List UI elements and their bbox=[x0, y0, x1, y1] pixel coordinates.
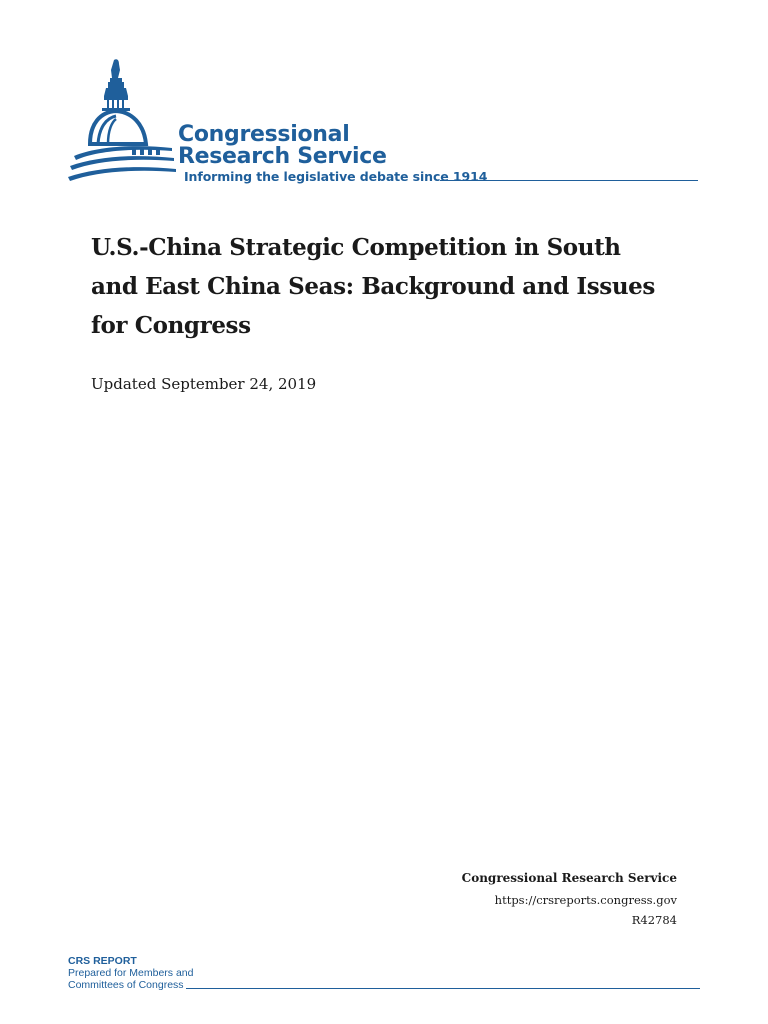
footer-line1: Prepared for Members and bbox=[68, 967, 194, 979]
logo-tagline: Informing the legislative debate since 1914 bbox=[184, 169, 488, 184]
website-link[interactable]: https://crsreports.congress.gov bbox=[494, 893, 677, 907]
crs-logo bbox=[68, 56, 708, 196]
footer-divider bbox=[186, 988, 700, 989]
logo-name-line1: Congressional bbox=[178, 122, 350, 147]
report-number: R42784 bbox=[631, 913, 677, 927]
logo-wordmark bbox=[178, 124, 387, 168]
footer-label bbox=[68, 955, 193, 991]
report-title-line1: U.S.-China Strategic Competition in South bbox=[91, 234, 621, 261]
footer-crs-report: CRS REPORT bbox=[68, 955, 137, 967]
report-title-line2: and East China Seas: Background and Issues bbox=[91, 273, 655, 300]
report-title bbox=[91, 228, 691, 345]
organization-name: Congressional Research Service bbox=[461, 871, 677, 885]
capitol-dome-icon bbox=[68, 56, 178, 186]
footer-line2: Committees of Congress bbox=[68, 979, 184, 991]
updated-date: Updated September 24, 2019 bbox=[91, 375, 317, 393]
report-title-line3: for Congress bbox=[91, 312, 251, 339]
publisher-info bbox=[462, 868, 677, 930]
logo-divider bbox=[440, 180, 698, 181]
logo-name-line2: Research Service bbox=[178, 144, 387, 169]
